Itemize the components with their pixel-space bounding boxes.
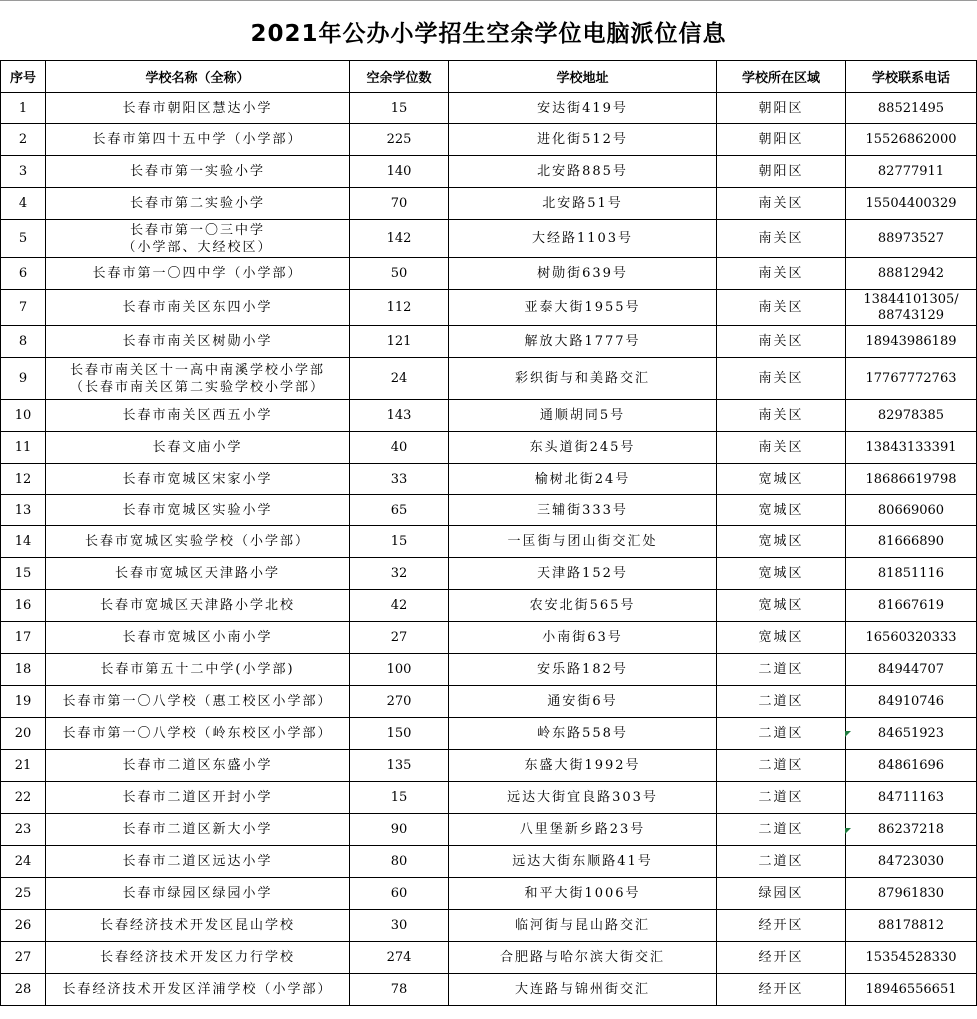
cell-school-name[interactable]: 长春市二道区东盛小学: [46, 750, 350, 782]
cell-school-name[interactable]: 长春文庙小学: [46, 432, 350, 464]
table-row: [1, 93, 977, 124]
cell-vacant-seats[interactable]: 142: [350, 220, 449, 258]
cell-school-name-line: （小学部、大经校区）: [122, 239, 273, 255]
cell-phone[interactable]: 88178812: [846, 910, 977, 942]
cell-school-name[interactable]: 长春市第一〇八学校（岭东校区小学部）: [46, 718, 350, 750]
cell-district[interactable]: 南关区: [717, 358, 846, 400]
cell-school-name[interactable]: 长春市宽城区天津路小学北校: [46, 590, 350, 622]
table-row: [1, 878, 977, 910]
cell-phone[interactable]: 81851116: [846, 558, 977, 590]
cell-district[interactable]: 二道区: [717, 686, 846, 718]
cell-phone-line: 88743129: [877, 307, 945, 323]
cell-address[interactable]: 远达大街宜良路303号: [449, 782, 717, 814]
cell-phone[interactable]: 88521495: [846, 93, 977, 124]
cell-phone[interactable]: 81666890: [846, 526, 977, 558]
cell-vacant-seats[interactable]: 42: [350, 590, 449, 622]
cell-vacant-seats[interactable]: 15: [350, 782, 449, 814]
cell-school-name[interactable]: 长春市南关区树勋小学: [46, 326, 350, 358]
cell-district[interactable]: 二道区: [717, 782, 846, 814]
cell-district[interactable]: 二道区: [717, 750, 846, 782]
cell-index[interactable]: 24: [1, 846, 46, 878]
cell-school-name[interactable]: 长春市二道区新大小学: [46, 814, 350, 846]
cell-phone[interactable]: 87961830: [846, 878, 977, 910]
cell-phone[interactable]: 80669060: [846, 495, 977, 526]
table-row: [1, 188, 977, 220]
cell-comment-marker: [845, 828, 851, 834]
table-row: [1, 495, 977, 526]
table-row: [1, 400, 977, 432]
table-row: [1, 590, 977, 622]
cell-phone[interactable]: 15354528330: [846, 942, 977, 974]
cell-index[interactable]: 4: [1, 188, 46, 220]
cell-school-name[interactable]: [46, 220, 350, 258]
cell-phone[interactable]: [846, 290, 977, 326]
cell-phone[interactable]: 84861696: [846, 750, 977, 782]
cell-address[interactable]: 树勋街639号: [449, 258, 717, 290]
cell-index[interactable]: 21: [1, 750, 46, 782]
cell-district[interactable]: 朝阳区: [717, 124, 846, 156]
cell-index[interactable]: 20: [1, 718, 46, 750]
cell-phone[interactable]: 13843133391: [846, 432, 977, 464]
cell-school-name[interactable]: 长春市第一实验小学: [46, 156, 350, 188]
cell-index[interactable]: 5: [1, 220, 46, 258]
cell-vacant-seats[interactable]: 225: [350, 124, 449, 156]
cell-address[interactable]: 远达大街东顺路41号: [449, 846, 717, 878]
header-index: 序号: [1, 61, 46, 93]
cell-index[interactable]: 19: [1, 686, 46, 718]
cell-district[interactable]: 朝阳区: [717, 156, 846, 188]
table-row: [1, 846, 977, 878]
cell-district[interactable]: 宽城区: [717, 590, 846, 622]
cell-vacant-seats[interactable]: 143: [350, 400, 449, 432]
cell-school-name[interactable]: 长春市宽城区小南小学: [46, 622, 350, 654]
cell-address[interactable]: 和平大街1006号: [449, 878, 717, 910]
cell-school-name[interactable]: 长春市第一〇八学校（惠工校区小学部）: [46, 686, 350, 718]
cell-comment-marker: [845, 731, 851, 737]
cell-phone[interactable]: 88973527: [846, 220, 977, 258]
cell-phone[interactable]: 16560320333: [846, 622, 977, 654]
cell-school-name[interactable]: 长春市二道区开封小学: [46, 782, 350, 814]
table-row: [1, 290, 977, 326]
cell-address[interactable]: 北安路885号: [449, 156, 717, 188]
cell-school-name[interactable]: 长春经济技术开发区昆山学校: [46, 910, 350, 942]
cell-phone[interactable]: 15526862000: [846, 124, 977, 156]
cell-address[interactable]: 安乐路182号: [449, 654, 717, 686]
cell-index[interactable]: 15: [1, 558, 46, 590]
cell-phone[interactable]: 18686619798: [846, 464, 977, 495]
cell-district[interactable]: 宽城区: [717, 558, 846, 590]
cell-vacant-seats[interactable]: 112: [350, 290, 449, 326]
cell-index[interactable]: 14: [1, 526, 46, 558]
cell-vacant-seats[interactable]: 80: [350, 846, 449, 878]
cell-school-name[interactable]: 长春市朝阳区慧达小学: [46, 93, 350, 124]
cell-district[interactable]: 宽城区: [717, 622, 846, 654]
cell-vacant-seats[interactable]: 150: [350, 718, 449, 750]
cell-address[interactable]: 合肥路与哈尔滨大街交汇: [449, 942, 717, 974]
cell-phone[interactable]: 84711163: [846, 782, 977, 814]
cell-index[interactable]: 26: [1, 910, 46, 942]
table-row: [1, 910, 977, 942]
cell-address[interactable]: 通顺胡同5号: [449, 400, 717, 432]
table-row: [1, 526, 977, 558]
cell-index[interactable]: 28: [1, 974, 46, 1006]
page-title: 2021年公办小学招生空余学位电脑派位信息: [0, 0, 977, 61]
table-row: [1, 124, 977, 156]
table-row: [1, 942, 977, 974]
cell-vacant-seats[interactable]: 140: [350, 156, 449, 188]
cell-district[interactable]: 经开区: [717, 910, 846, 942]
cell-phone[interactable]: 84651923: [846, 718, 977, 750]
cell-school-name[interactable]: 长春经济技术开发区洋浦学校（小学部）: [46, 974, 350, 1006]
cell-school-name[interactable]: 长春市南关区西五小学: [46, 400, 350, 432]
table-row: [1, 718, 977, 750]
cell-vacant-seats[interactable]: 65: [350, 495, 449, 526]
table-row: [1, 782, 977, 814]
cell-district[interactable]: 南关区: [717, 188, 846, 220]
table-row: [1, 432, 977, 464]
cell-vacant-seats[interactable]: 121: [350, 326, 449, 358]
cell-address[interactable]: 安达街419号: [449, 93, 717, 124]
cell-vacant-seats[interactable]: 135: [350, 750, 449, 782]
header-school-name: 学校名称（全称）: [46, 61, 350, 93]
cell-phone[interactable]: 18946556651: [846, 974, 977, 1006]
cell-district[interactable]: 南关区: [717, 432, 846, 464]
table-row: [1, 974, 977, 1006]
cell-school-name[interactable]: 长春市宽城区实验小学: [46, 495, 350, 526]
cell-vacant-seats[interactable]: 50: [350, 258, 449, 290]
cell-phone[interactable]: 81667619: [846, 590, 977, 622]
cell-school-name[interactable]: [46, 358, 350, 400]
table-row: [1, 814, 977, 846]
cell-district[interactable]: 南关区: [717, 290, 846, 326]
cell-index[interactable]: 10: [1, 400, 46, 432]
cell-index[interactable]: 22: [1, 782, 46, 814]
cell-phone[interactable]: 86237218: [846, 814, 977, 846]
cell-district[interactable]: 南关区: [717, 220, 846, 258]
cell-address[interactable]: 大连路与锦州街交汇: [449, 974, 717, 1006]
cell-address[interactable]: 天津路152号: [449, 558, 717, 590]
cell-address[interactable]: 岭东路558号: [449, 718, 717, 750]
table-row: [1, 156, 977, 188]
table-row: [1, 326, 977, 358]
cell-index[interactable]: 6: [1, 258, 46, 290]
cell-vacant-seats[interactable]: 15: [350, 93, 449, 124]
cell-index[interactable]: 25: [1, 878, 46, 910]
cell-address[interactable]: 八里堡新乡路23号: [449, 814, 717, 846]
cell-index[interactable]: 3: [1, 156, 46, 188]
cell-district[interactable]: 二道区: [717, 814, 846, 846]
cell-vacant-seats[interactable]: 33: [350, 464, 449, 495]
cell-district[interactable]: 南关区: [717, 326, 846, 358]
cell-address[interactable]: 临河街与昆山路交汇: [449, 910, 717, 942]
table-row: [1, 686, 977, 718]
cell-vacant-seats[interactable]: 15: [350, 526, 449, 558]
cell-phone[interactable]: 18943986189: [846, 326, 977, 358]
cell-address[interactable]: 东头道街245号: [449, 432, 717, 464]
cell-vacant-seats[interactable]: 30: [350, 910, 449, 942]
cell-address[interactable]: 小南街63号: [449, 622, 717, 654]
cell-address[interactable]: 北安路51号: [449, 188, 717, 220]
cell-district[interactable]: 经开区: [717, 942, 846, 974]
cell-school-name[interactable]: 长春市第一〇四中学（小学部）: [46, 258, 350, 290]
cell-vacant-seats[interactable]: 70: [350, 188, 449, 220]
cell-school-name[interactable]: 长春市宽城区宋家小学: [46, 464, 350, 495]
cell-vacant-seats[interactable]: 40: [350, 432, 449, 464]
cell-address[interactable]: 通安街6号: [449, 686, 717, 718]
cell-phone[interactable]: 82777911: [846, 156, 977, 188]
table-row: [1, 558, 977, 590]
cell-address[interactable]: 榆树北街24号: [449, 464, 717, 495]
header-row: [1, 61, 977, 93]
cell-vacant-seats[interactable]: 100: [350, 654, 449, 686]
cell-address[interactable]: 大经路1103号: [449, 220, 717, 258]
cell-vacant-seats[interactable]: 24: [350, 358, 449, 400]
cell-address[interactable]: 农安北街565号: [449, 590, 717, 622]
header-address: 学校地址: [449, 61, 717, 93]
cell-district[interactable]: 宽城区: [717, 495, 846, 526]
cell-vacant-seats[interactable]: 274: [350, 942, 449, 974]
cell-school-name[interactable]: 长春市第四十五中学（小学部）: [46, 124, 350, 156]
cell-address[interactable]: 三辅街333号: [449, 495, 717, 526]
cell-phone[interactable]: 15504400329: [846, 188, 977, 220]
cell-vacant-seats[interactable]: 78: [350, 974, 449, 1006]
cell-phone[interactable]: 84944707: [846, 654, 977, 686]
cell-vacant-seats[interactable]: 270: [350, 686, 449, 718]
cell-vacant-seats[interactable]: 27: [350, 622, 449, 654]
cell-school-name[interactable]: 长春市宽城区天津路小学: [46, 558, 350, 590]
cell-address[interactable]: 一匡街与团山街交汇处: [449, 526, 717, 558]
cell-vacant-seats[interactable]: 60: [350, 878, 449, 910]
cell-index[interactable]: 17: [1, 622, 46, 654]
cell-index[interactable]: 7: [1, 290, 46, 326]
cell-school-name[interactable]: 长春市第五十二中学(小学部): [46, 654, 350, 686]
cell-phone[interactable]: 84910746: [846, 686, 977, 718]
header-phone: 学校联系电话: [846, 61, 977, 93]
cell-index[interactable]: 27: [1, 942, 46, 974]
cell-address[interactable]: 彩织街与和美路交汇: [449, 358, 717, 400]
cell-district[interactable]: 宽城区: [717, 526, 846, 558]
cell-index[interactable]: 12: [1, 464, 46, 495]
cell-address[interactable]: 进化街512号: [449, 124, 717, 156]
cell-phone[interactable]: 82978385: [846, 400, 977, 432]
cell-index[interactable]: 23: [1, 814, 46, 846]
table-row: [1, 464, 977, 495]
cell-index[interactable]: 13: [1, 495, 46, 526]
table-row: [1, 750, 977, 782]
table-row: [1, 258, 977, 290]
table-row: [1, 654, 977, 686]
cell-index[interactable]: 2: [1, 124, 46, 156]
cell-vacant-seats[interactable]: 90: [350, 814, 449, 846]
cell-school-name[interactable]: 长春市南关区东四小学: [46, 290, 350, 326]
table-row: [1, 358, 977, 400]
cell-school-name-line: 长春市南关区十一高中南溪学校小学部: [69, 362, 325, 378]
cell-phone[interactable]: 17767772763: [846, 358, 977, 400]
table-row: [1, 220, 977, 258]
school-table: [0, 60, 977, 1006]
cell-phone[interactable]: 84723030: [846, 846, 977, 878]
cell-school-name[interactable]: 长春经济技术开发区力行学校: [46, 942, 350, 974]
cell-vacant-seats[interactable]: 32: [350, 558, 449, 590]
cell-district[interactable]: 宽城区: [717, 464, 846, 495]
cell-index[interactable]: 1: [1, 93, 46, 124]
cell-district[interactable]: 二道区: [717, 654, 846, 686]
cell-district[interactable]: 绿园区: [717, 878, 846, 910]
cell-district[interactable]: 南关区: [717, 400, 846, 432]
cell-index[interactable]: 18: [1, 654, 46, 686]
cell-school-name[interactable]: 长春市宽城区实验学校（小学部）: [46, 526, 350, 558]
cell-district[interactable]: 二道区: [717, 846, 846, 878]
cell-district[interactable]: 二道区: [717, 718, 846, 750]
cell-school-name[interactable]: 长春市绿园区绿园小学: [46, 878, 350, 910]
header-district: 学校所在区域: [717, 61, 846, 93]
cell-school-name-line: （长春市南关区第二实验学校小学部）: [69, 379, 325, 395]
cell-address[interactable]: 解放大路1777号: [449, 326, 717, 358]
cell-address[interactable]: 亚泰大街1955号: [449, 290, 717, 326]
cell-phone[interactable]: 88812942: [846, 258, 977, 290]
header-vacant-seats: 空余学位数: [350, 61, 449, 93]
cell-school-name[interactable]: 长春市第二实验小学: [46, 188, 350, 220]
table-row: [1, 622, 977, 654]
cell-school-name-line: 长春市第一〇三中学: [129, 222, 265, 238]
cell-phone-line: 13844101305/: [863, 291, 959, 307]
cell-district[interactable]: 经开区: [717, 974, 846, 1006]
cell-school-name[interactable]: 长春市二道区远达小学: [46, 846, 350, 878]
cell-index[interactable]: 11: [1, 432, 46, 464]
cell-index[interactable]: 9: [1, 358, 46, 400]
cell-address[interactable]: 东盛大街1992号: [449, 750, 717, 782]
cell-district[interactable]: 南关区: [717, 258, 846, 290]
cell-index[interactable]: 8: [1, 326, 46, 358]
cell-index[interactable]: 16: [1, 590, 46, 622]
cell-district[interactable]: 朝阳区: [717, 93, 846, 124]
